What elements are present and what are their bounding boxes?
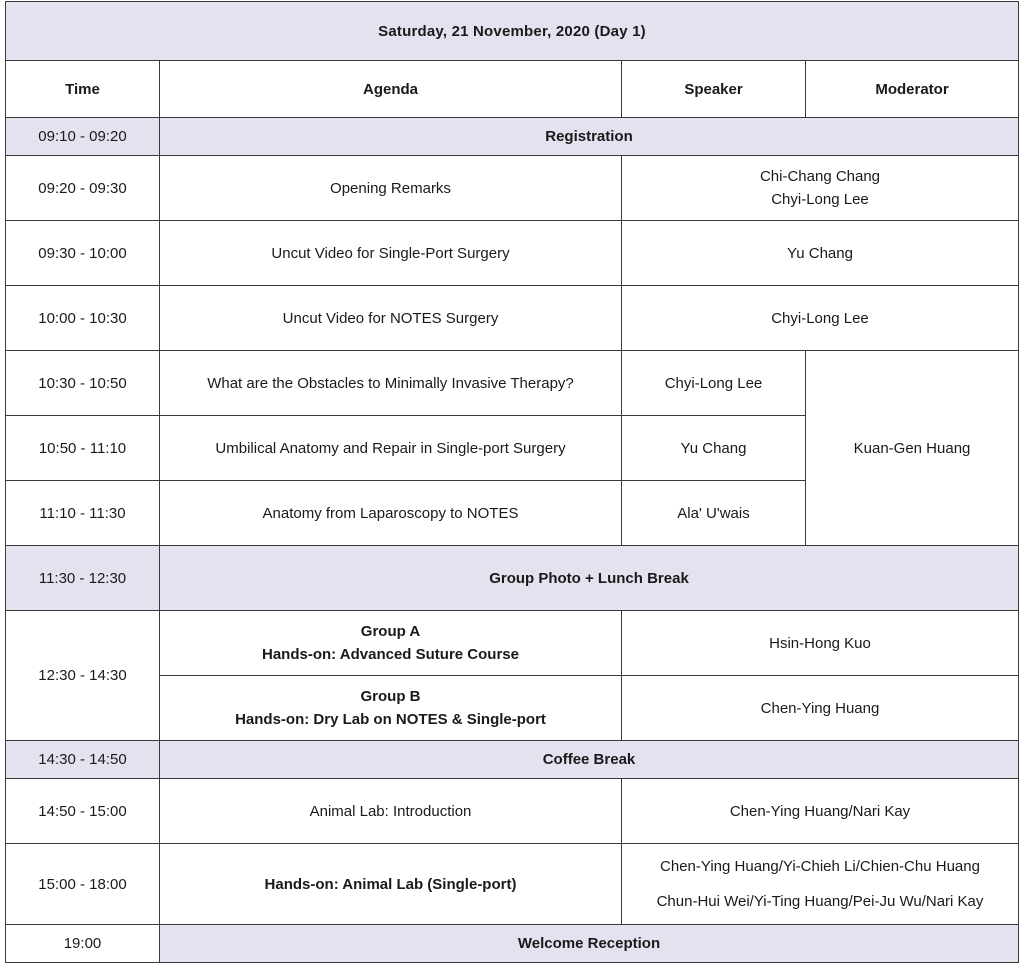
- time-cell: 10:00 - 10:30: [6, 286, 160, 351]
- time-cell: 09:30 - 10:00: [6, 221, 160, 286]
- speaker-cell: Chen-Ying Huang: [622, 676, 1019, 741]
- group-label: Group B: [360, 688, 421, 705]
- time-cell: 15:00 - 18:00: [6, 844, 160, 925]
- speaker-cell: Ala' U'wais: [622, 481, 806, 546]
- speaker-cell: Chyi-Long Lee: [622, 351, 806, 416]
- reception-label: Welcome Reception: [160, 925, 1019, 963]
- table-row-obstacles: [6, 351, 1019, 416]
- time-cell: 10:30 - 10:50: [6, 351, 160, 416]
- time-cell: 09:10 - 09:20: [6, 118, 160, 156]
- schedule-wrapper: [5, 1, 1019, 963]
- agenda-cell: Uncut Video for NOTES Surgery: [160, 286, 622, 351]
- page-title: Saturday, 21 November, 2020 (Day 1): [6, 2, 1019, 61]
- speaker-name: Chi-Chang Chang: [759, 168, 881, 185]
- header-speaker: Speaker: [622, 61, 806, 118]
- moderator-cell: Kuan-Gen Huang: [806, 351, 1019, 546]
- time-cell: 19:00: [6, 925, 160, 963]
- time-cell: 12:30 - 14:30: [6, 611, 160, 741]
- agenda-cell: [160, 611, 622, 676]
- table-row-reception: [6, 925, 1019, 963]
- speaker-cell: [622, 844, 1019, 925]
- speaker-cell: Chen-Ying Huang/Nari Kay: [622, 779, 1019, 844]
- speaker-cell: Chyi-Long Lee: [622, 286, 1019, 351]
- table-row-opening: [6, 156, 1019, 221]
- agenda-cell: What are the Obstacles to Minimally Invasive Therapy?: [160, 351, 622, 416]
- table-row-group-a: [6, 611, 1019, 676]
- speaker-cell: Yu Chang: [622, 416, 806, 481]
- session-title: Hands-on: Dry Lab on NOTES & Single-port: [235, 711, 546, 728]
- schedule-table: [5, 1, 1019, 963]
- line-gap: [628, 878, 1012, 890]
- header-time: Time: [6, 61, 160, 118]
- header-moderator: Moderator: [806, 61, 1019, 118]
- time-cell: 11:10 - 11:30: [6, 481, 160, 546]
- time-cell: 14:50 - 15:00: [6, 779, 160, 844]
- agenda-cell: Umbilical Anatomy and Repair in Single-port Surgery: [160, 416, 622, 481]
- group-label: Group A: [360, 623, 421, 640]
- speaker-name: Chen-Ying Huang/Yi-Chieh Li/Chien-Chu Huang: [660, 858, 980, 875]
- table-row-coffee: [6, 741, 1019, 779]
- time-cell: 09:20 - 09:30: [6, 156, 160, 221]
- lunch-label: Group Photo + Lunch Break: [160, 546, 1019, 611]
- table-row-animal-lab: [6, 844, 1019, 925]
- speaker-cell: Yu Chang: [622, 221, 1019, 286]
- header-row: [6, 61, 1019, 118]
- speaker-cell: Hsin-Hong Kuo: [622, 611, 1019, 676]
- table-row-uncut-single: [6, 221, 1019, 286]
- table-row-animal-intro: [6, 779, 1019, 844]
- speaker-name: Chyi-Long Lee: [771, 191, 869, 208]
- header-agenda: Agenda: [160, 61, 622, 118]
- session-title: Hands-on: Advanced Suture Course: [262, 646, 519, 663]
- agenda-cell: Uncut Video for Single-Port Surgery: [160, 221, 622, 286]
- table-row-registration: [6, 118, 1019, 156]
- agenda-cell: Opening Remarks: [160, 156, 622, 221]
- agenda-cell: Animal Lab: Introduction: [160, 779, 622, 844]
- registration-label: Registration: [160, 118, 1019, 156]
- coffee-label: Coffee Break: [160, 741, 1019, 779]
- title-row: [6, 2, 1019, 61]
- speaker-name: Chun-Hui Wei/Yi-Ting Huang/Pei-Ju Wu/Nari Kay: [656, 893, 984, 910]
- time-cell: 14:30 - 14:50: [6, 741, 160, 779]
- agenda-cell: [160, 676, 622, 741]
- table-row-uncut-notes: [6, 286, 1019, 351]
- agenda-cell: Hands-on: Animal Lab (Single-port): [160, 844, 622, 925]
- speaker-cell: [622, 156, 1019, 221]
- table-row-lunch: [6, 546, 1019, 611]
- time-cell: 10:50 - 11:10: [6, 416, 160, 481]
- agenda-cell: Anatomy from Laparoscopy to NOTES: [160, 481, 622, 546]
- time-cell: 11:30 - 12:30: [6, 546, 160, 611]
